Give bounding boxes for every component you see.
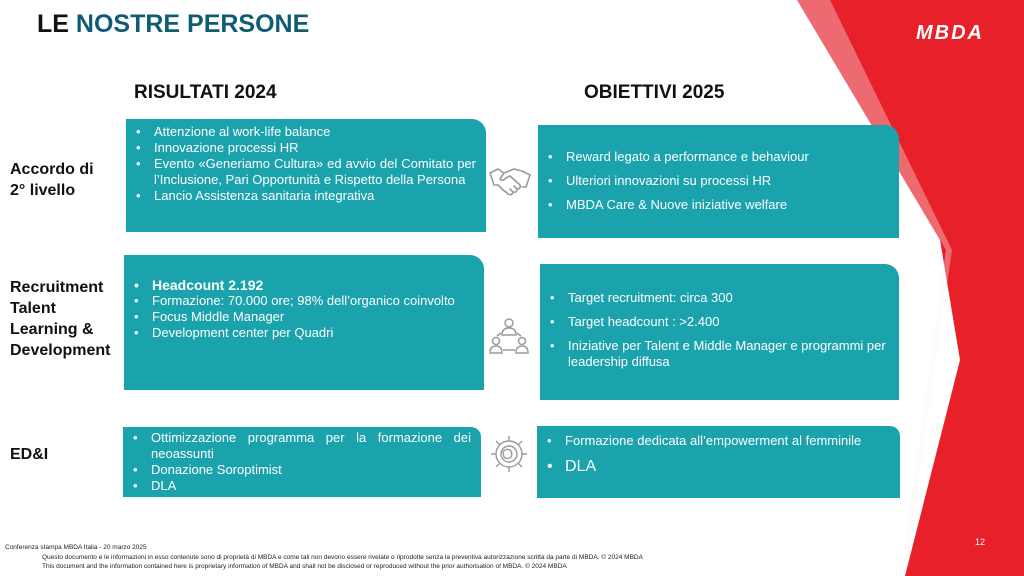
row-label-line: Development <box>10 342 111 359</box>
objectives-card-edi <box>537 426 900 498</box>
list-item: • Reward legato a performance e behaviour <box>538 149 899 165</box>
list-item: • Iniziative per Talent e Middle Manager e programmi per leadership diffusa <box>540 338 899 370</box>
row-label-recruitment <box>10 277 110 361</box>
list-item: • Attenzione al work-life balance <box>126 124 486 140</box>
footer-date: Conferenza stampa MBDA Italia - 20 marzo 2025 <box>5 544 147 551</box>
title-rest: NOSTRE PERSONE <box>75 10 310 38</box>
list-item: • Ottimizzazione programma per la formazione dei neoassunti <box>123 430 481 462</box>
handshake-icon <box>488 163 532 199</box>
footer-disclaimer-en: This document and the information contained here is proprietary information of MBDA and shall not be disclosed or reproduced without the prior authorisation of MBDA. © 2024 MBDA <box>42 563 567 570</box>
row-label-accordo <box>10 159 94 201</box>
row-label-line: Recruitment <box>10 279 104 296</box>
gear-globe-icon <box>487 432 531 476</box>
results-card-accordo <box>126 119 486 232</box>
row-label-line: Accordo di <box>10 161 94 178</box>
list-item: • Headcount 2.192 <box>124 277 484 293</box>
list-item: • Focus Middle Manager <box>124 309 484 325</box>
objectives-card-recruitment <box>540 264 899 400</box>
list-item: • Formazione: 70.000 ore; 98% dell’organico coinvolto <box>124 293 484 309</box>
list-item: • Donazione Soroptimist <box>123 462 481 478</box>
list-item: • Target headcount : >2.400 <box>540 314 899 330</box>
list-item: • DLA <box>537 458 900 475</box>
row-label-line: ED&I <box>10 446 49 463</box>
results-card-edi <box>123 427 481 497</box>
list-item: • Innovazione processi HR <box>126 140 486 156</box>
results-card-recruitment <box>124 255 484 390</box>
page-title <box>37 10 309 39</box>
list-item: • Ulteriori innovazioni su processi HR <box>538 173 899 189</box>
list-item: • Formazione dedicata all’empowerment al femminile <box>537 432 900 449</box>
objectives-card-accordo <box>538 125 899 238</box>
list-item: • DLA <box>123 478 481 494</box>
list-item: • Development center per Quadri <box>124 325 484 341</box>
team-icon <box>487 315 531 359</box>
list-item: • MBDA Care & Nuove iniziative welfare <box>538 197 899 213</box>
row-label-edi <box>10 444 48 465</box>
column-header-objectives: OBIETTIVI 2025 <box>584 82 725 103</box>
footer-disclaimer-it: Questo documento e le informazioni in esso contenute sono di proprietà di MBDA e come tali non devono essere rivelate o riprodotte senza la preventiva autorizzazione scritta da parte di MBDA. © 2024 MBDA <box>42 554 643 561</box>
row-label-line: Talent <box>10 300 56 317</box>
list-item: • Target recruitment: circa 300 <box>540 290 899 306</box>
column-header-results: RISULTATI 2024 <box>134 82 277 103</box>
row-label-line: 2° livello <box>10 182 76 199</box>
row-label-line: Learning & <box>10 321 94 338</box>
title-first-word: LE <box>37 10 69 38</box>
mbda-logo: MBDA <box>916 22 984 44</box>
page-number: 12 <box>975 537 986 547</box>
list-item: • Evento «Generiamo Cultura» ed avvio del Comitato per l’Inclusione, Pari Opportunità e Rispetto della Persona <box>126 156 486 188</box>
list-item: • Lancio Assistenza sanitaria integrativa <box>126 188 486 204</box>
